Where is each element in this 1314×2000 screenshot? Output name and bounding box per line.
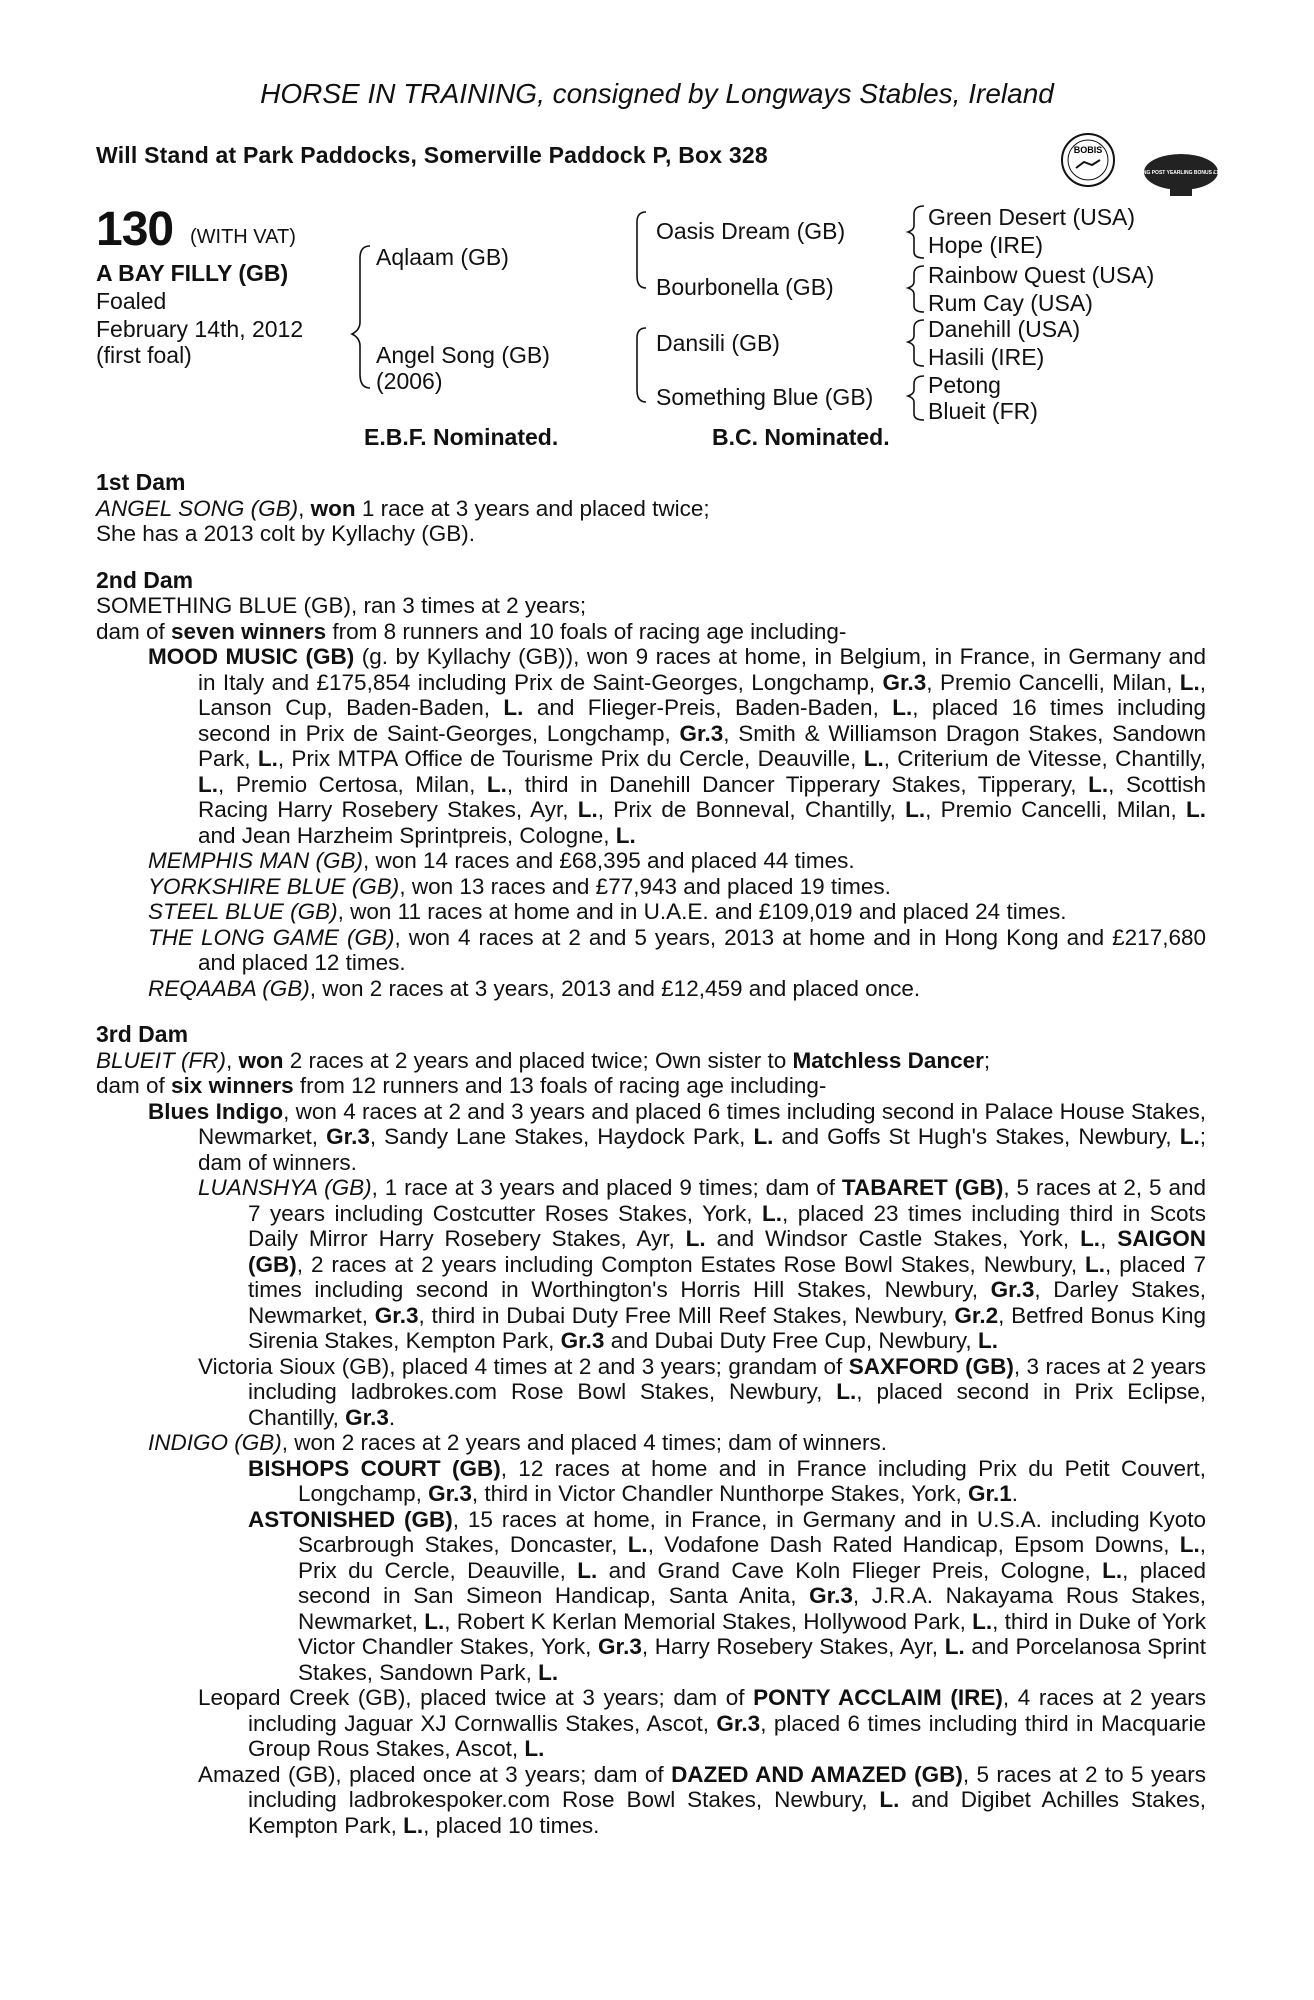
list-item: ASTONISHED (GB), 15 races at home, in France, in Germany and in U.S.A. including Kyoto Scarbrough Stakes, Doncaster, L., Vodafone Dash Rated Handicap, Epsom Downs, L., Prix du Cercle, Deauville, L. and Grand Cave Koln Flieger Preis, Cologne, L., placed second in San Simeon Handicap, Santa Anita, Gr.3, J.R.A. Nakayama Rous Stakes, Newmarket, L., Robert K Kerlan Memorial Stakes, Hollywood Park, L., third in Duke of York Victor Chandler Stakes, York, Gr.3, Harry Rosebery Stakes, Ayr, L. and Porcelanosa Sprint Stakes, Sandown Park, L. — [248, 1506, 1207, 1685]
foal-note: (first foal) — [96, 342, 192, 368]
won-label: won — [310, 495, 356, 521]
list-item: MOOD MUSIC (GB) (g. by Kyllachy (GB)), won 9 races at home, in Belgium, in France, in Germany and in Italy and £175,854 including Prix de Saint-Georges, Longchamp, Gr.3, Premio Cancelli, Milan, L., Lanson Cup, Baden-Baden, L. and Flieger-Preis, Baden-Baden, L., placed 16 times including second in Prix de Saint-Georges, Longchamp, Gr.3, Smith & Williamson Dragon Stakes, Sandown Park, L., Prix MTPA Office de Tourisme Prix du Cercle, Deauville, L., Criterium de Vitesse, Chantilly, L., Premio Certosa, Milan, L., third in Danehill Dancer Tipperary Stakes, Tipperary, L., Scottish Racing Harry Rosebery Stakes, Ayr, L., Prix de Bonneval, Chantilly, L., Premio Cancelli, Milan, L. and Jean Harzheim Sprintpreis, Cologne, L. — [148, 644, 1206, 848]
list-item: REQAABA (GB), won 2 races at 3 years, 2013 and £12,459 and placed once. — [148, 975, 921, 1001]
dam: Angel Song (GB) — [376, 342, 550, 368]
dam-dam: Something Blue (GB) — [656, 384, 874, 410]
gg-1: Green Desert (USA) — [928, 204, 1136, 230]
racing-post-badge-text: RACING POST YEARLING BONUS £10,000 — [1130, 170, 1232, 176]
list-item: Leopard Creek (GB), placed twice at 3 years; dam of PONTY ACCLAIM (IRE), 4 races at 2 years including Jaguar XJ Cornwallis Stakes, Ascot, Gr.3, placed 6 times including third in Macquarie Group Rous Stakes, Ascot, L. — [198, 1685, 1207, 1761]
section-title: 1st Dam — [96, 469, 186, 495]
list-item: Amazed (GB), placed once at 3 years; dam of DAZED AND AMAZED (GB), 5 races at 2 to 5 years including ladbrokespoker.com Rose Bowl Stakes, Newbury, L. and Digibet Achilles Stakes, Kempton Park, L., placed 10 times. — [198, 1761, 1206, 1838]
list-item: STEEL BLUE (GB), won 11 races at home and in U.A.E. and £109,019 and placed 24 times. — [148, 899, 1067, 924]
vat-note: (WITH VAT) — [190, 226, 296, 248]
gg-3: Rainbow Quest (USA) — [928, 262, 1155, 288]
section-title: 2nd Dam — [96, 566, 194, 593]
gg-4: Rum Cay (USA) — [928, 290, 1093, 316]
sire-sire: Oasis Dream (GB) — [656, 218, 846, 244]
bracket-g1 — [908, 206, 924, 258]
sire-dam: Bourbonella (GB) — [656, 274, 834, 300]
third-dam-line: BLUEIT (FR), won 2 races at 2 years and placed twice; Own sister to Matchless Dancer; — [96, 1047, 991, 1073]
lot-number: 130 — [96, 203, 174, 256]
first-dam-produce: She has a 2013 colt by Kyllachy (GB). — [96, 521, 475, 546]
gg-7: Petong — [928, 372, 1001, 398]
dam-year: (2006) — [376, 368, 443, 394]
list-item: YORKSHIRE BLUE (GB), won 13 races and £77,943 and placed 19 times. — [148, 873, 891, 899]
bracket-sire-dam — [352, 246, 370, 388]
bracket-g4 — [908, 376, 924, 420]
third-dam-section — [96, 1022, 1206, 1838]
list-item: LUANSHYA (GB), 1 race at 3 years and placed 9 times; dam of TABARET (GB), 5 races at 2, 5 and 7 years including Costcutter Roses Stakes, York, L., placed 23 times including third in Scots Daily Mirror Harry Rosebery Stakes, Ayr, L. and Windsor Castle Stakes, York, L., SAIGON (GB), 2 races at 2 years including Compton Estates Rose Bowl Stakes, Newbury, L., placed 7 times including second in Worthington's Horris Hill Stakes, Newbury, Gr.3, Darley Stakes, Newmarket, Gr.3, third in Dubai Duty Free Mill Reef Stakes, Newbury, Gr.2, Betfred Bonus King Sirenia Stakes, Kempton Park, Gr.3 and Dubai Duty Free Cup, Newbury, L. — [198, 1175, 1206, 1353]
section-title: 3rd Dam — [96, 1021, 189, 1047]
horse-description: A BAY FILLY (GB) — [96, 260, 289, 286]
first-dam-name: ANGEL SONG (GB) — [96, 495, 299, 521]
gg-6: Hasili (IRE) — [928, 344, 1045, 370]
list-item: THE LONG GAME (GB), won 4 races at 2 and 5 years, 2013 at home and in Hong Kong and £217,680 and placed 12 times. — [148, 924, 1206, 975]
gg-2: Hope (IRE) — [928, 232, 1044, 258]
page-title: HORSE IN TRAINING, consigned by Longways Stables, Ireland — [260, 78, 1054, 109]
list-item: BISHOPS COURT (GB), 12 races at home and in France including Prix du Petit Couvert, Longchamp, Gr.3, third in Victor Chandler Nunthorpe Stakes, York, Gr.1. — [248, 1455, 1206, 1506]
gg-5: Danehill (USA) — [928, 316, 1081, 342]
first-dam-record: 1 race at 3 years and placed twice; — [355, 495, 710, 521]
foaled-label: Foaled — [96, 288, 167, 314]
second-dam-line: SOMETHING BLUE (GB), ran 3 times at 2 years; — [96, 593, 587, 618]
bracket-g3 — [908, 320, 924, 366]
sire: Aqlaam (GB) — [376, 244, 509, 270]
second-dam-produce: dam of seven winners from 8 runners and 10 foals of racing age including- — [96, 618, 847, 644]
second-dam-section — [96, 568, 1206, 1002]
dam-sire: Dansili (GB) — [656, 330, 780, 356]
list-item: MEMPHIS MAN (GB), won 14 races and £68,395 and placed 44 times. — [148, 848, 855, 873]
bc-nominated: B.C. Nominated. — [712, 424, 890, 450]
ebf-nominated: E.B.F. Nominated. — [364, 424, 559, 450]
third-dam-produce: dam of six winners from 12 runners and 13 foals of racing age including- — [96, 1073, 827, 1098]
foaled-date: February 14th, 2012 — [96, 316, 304, 342]
first-dam-section — [96, 470, 1206, 547]
list-item: INDIGO (GB), won 2 races at 2 years and placed 4 times; dam of winners. — [148, 1430, 888, 1455]
bobis-badge-text: BOBIS — [1073, 145, 1103, 155]
list-item: Blues Indigo, won 4 races at 2 and 3 years and placed 6 times including second in Palace House Stakes, Newmarket, Gr.3, Sandy Lane Stakes, Haydock Park, L. and Goffs St Hugh's Stakes, Newbury, L.; dam of winners. — [148, 1098, 1207, 1175]
stand-location: Will Stand at Park Paddocks, Somerville Paddock P, Box 328 — [96, 142, 768, 168]
bracket-g2 — [908, 266, 924, 312]
gg-8: Blueit (FR) — [928, 398, 1038, 424]
bracket-dam-line — [637, 328, 646, 402]
first-dam-line: ANGEL SONG (GB), won 1 race at 3 years and placed twice; — [96, 495, 710, 521]
bracket-sire-line — [637, 212, 646, 288]
pedigree-body — [96, 470, 1206, 1859]
list-item: Victoria Sioux (GB), placed 4 times at 2 and 3 years; grandam of SAXFORD (GB), 3 races at 2 years including ladbrokes.com Rose Bowl Stakes, Newbury, L., placed second in Prix Eclipse, Chantilly, Gr.3. — [198, 1353, 1207, 1430]
